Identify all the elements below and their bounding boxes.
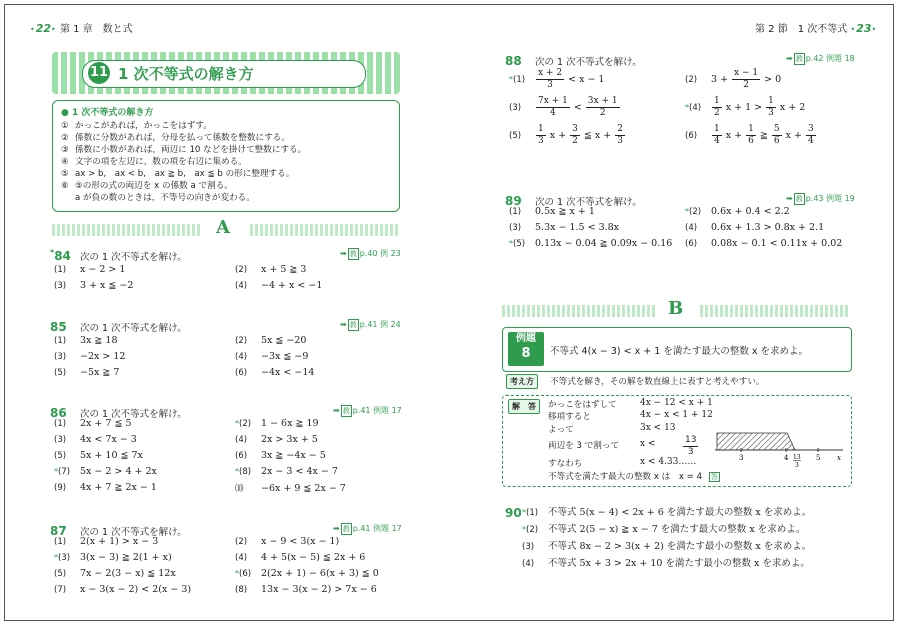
problem-item [685,206,790,217]
fraction-numerator: 7x + 1 [538,96,568,106]
problem-item [235,351,308,362]
item-label: (6) [235,368,248,378]
item-label: (2) [235,265,248,275]
item-expression: 4x + 7 ≧ 2x − 1 [80,482,157,493]
textbook-mark: 教 [342,407,350,415]
fraction [732,68,760,91]
star-mark: * [235,467,239,476]
item-expression: 5.3x − 1.5 < 3.8x [535,222,620,233]
item-label: *(3) [54,553,71,563]
fraction-denominator: 2 [743,80,749,90]
item-expression: 0.5x ≧ x + 1 [535,206,595,217]
fraction-numerator: 3x + 1 [587,96,618,106]
section-title: 1 次不等式の解き方 [118,65,254,83]
summary-line-text: 係数に分数があれば，分母を払って係数を整数にする。 [75,133,290,143]
star-mark: * [522,525,526,534]
summary-line [61,180,391,192]
item-label: (1) [54,336,67,346]
reference-text: p.41 例題 17 [352,406,402,415]
section-number: 11 [88,62,110,84]
star-mark: * [54,553,58,562]
summary-line-text: かっこがあれば，かっこをはずす。 [75,121,212,131]
solution-badge: 解 答 [508,399,540,414]
fraction-denominator: 3 [547,80,553,90]
item-label: (3) [54,435,67,445]
approach-badge: 考え方 [506,374,538,389]
summary-line-number: ② [61,133,69,143]
fraction-numerator: 1 [768,96,774,106]
star-mark: * [509,75,513,84]
item-expression: ≦ x + [580,130,615,141]
fraction [570,124,580,147]
star-mark: * [50,248,55,257]
approach-text: 不等式を解き，その解を数直線上に表すと考えやすい。 [550,377,765,387]
level-a-band-left [52,224,202,236]
solution-fraction [682,435,699,458]
item-expression: 2x − 3 < 4x − 7 [261,466,338,477]
item-label: *(6) [235,569,252,579]
problem-item [235,418,319,429]
item-label: *(2) [685,207,702,217]
solution-step-math: x < [640,439,656,449]
textbook-mark: 教 [342,525,350,533]
item-label: (5) [54,569,67,579]
problem-item [54,482,157,493]
item-expression: x + [782,130,805,141]
item-expression: x + 5 ≧ 3 [261,264,307,275]
star-mark: * [235,419,239,428]
item-expression: x + [546,130,570,141]
fraction [536,68,564,91]
problem-item [522,504,811,518]
problem-item [54,280,133,291]
problem-text: 次の 1 次不等式を解け。 [80,527,187,538]
item-expression: 7x − 2(3 − x) ≦ 12x [80,568,176,579]
item-label: (1) [54,537,67,547]
problem-item [54,367,119,378]
item-label: ⑽ [235,484,244,494]
fraction-numerator: x + 2 [538,68,563,78]
fraction-numerator: 5 [773,124,780,134]
fraction-denominator: 3 [538,136,544,146]
item-expression: 2x + 7 ≦ 5 [80,418,132,429]
fraction-numerator: 3 [807,124,814,134]
item-label: *(2) [522,525,539,535]
star-mark: * [522,508,526,517]
fraction-numerator: 1 [714,124,720,134]
solution-final [548,470,720,482]
item-label: (4) [685,223,698,233]
fraction-numerator: 1 [714,96,720,106]
textbook-reference: ➡ 教 p.41 例 24 [340,320,401,329]
solution-step-math: x < 4.33…… [640,457,697,467]
item-expression: 2(x + 1) > x − 3 [80,536,159,547]
problem-item [509,96,621,119]
solution-final-text: 不等式を満たす最大の整数 x は x = 4 [548,472,703,482]
problem-text: 次の 1 次不等式を解け。 [535,57,642,68]
item-label: (2) [235,537,248,547]
fraction-denominator: 6 [748,136,754,146]
item-label: (1) [54,419,67,429]
item-expression: 3 + [711,74,732,85]
item-expression: < x − 1 [565,74,605,85]
item-label: (8) [235,585,248,595]
problem-text: 次の 1 次不等式を解け。 [535,197,642,208]
item-label: (4) [235,352,248,362]
problem-item [509,206,595,217]
answer-mark: 答 [710,473,718,481]
item-expression: x − 9 < 3(x − 1) [261,536,340,547]
item-expression: −4 + x < −1 [261,280,323,291]
fraction [766,96,776,119]
problem-item [54,351,125,362]
problem-item [685,68,781,91]
summary-line-text: ax > b, ax < b, ax ≧ b, ax ≦ b の形に整理する。 [75,169,295,179]
item-expression: 不等式 8x − 2 > 3(x + 2) を満たす最小の整数 x を求めよ。 [548,541,812,552]
fraction-numerator: x − 1 [734,68,759,78]
item-label: (3) [509,223,522,233]
item-expression: 13x − 3(x − 2) > 7x − 6 [261,584,377,595]
solution-step-label: 移項すると [548,412,591,422]
item-label: *(4) [685,103,702,113]
fraction-denominator: 2 [599,108,606,118]
level-a-label: A [216,217,230,238]
item-label: (1) [54,265,67,275]
item-label: *(7) [54,467,71,477]
reference-text: p.41 例題 17 [352,524,402,533]
problem-item [54,584,191,595]
item-expression: 不等式 2(5 − x) ≧ x − 7 を満たす最大の整数 x を求めよ。 [548,524,806,535]
textbook-mark: 教 [795,55,803,63]
item-expression: x + [722,130,746,141]
item-label: (1) [509,207,522,217]
item-label: *(8) [235,467,252,477]
fraction-denominator: 6 [773,136,780,146]
fraction [536,124,546,147]
item-expression: 4 + 5(x − 5) ≦ 2x + 6 [261,552,366,563]
problem-text: 次の 1 次不等式を解け。 [80,252,187,263]
textbook-reference: ➡ 教 p.41 例題 17 [333,524,402,533]
problem-item [54,552,172,563]
summary-line [61,132,391,144]
fraction-denominator: 2 [572,136,578,146]
reference-text: p.43 例題 19 [805,194,855,203]
solution-frac-den: 3 [687,447,694,457]
textbook-mark: 教 [349,250,357,258]
fraction-numerator: 2 [617,124,623,134]
fraction [712,96,722,119]
fraction [806,124,816,147]
item-label: (4) [522,559,535,569]
level-b-band-right [700,305,850,317]
summary-line-number: ① [61,121,69,131]
item-label: (3) [522,542,535,552]
item-label: *(2) [235,419,252,429]
axis-x-label: x [837,454,841,462]
star-mark: * [54,467,58,476]
item-expression: 3x ≧ 18 [80,335,118,346]
problem-item [235,434,318,445]
problem-item [235,482,346,494]
item-expression: −6x + 9 ≦ 2x − 7 [261,483,346,494]
problem-item [509,124,626,147]
item-expression: 5x − 2 > 4 + 2x [80,466,157,477]
fraction [615,124,625,147]
item-label: (5) [54,451,67,461]
solution-frac-num: 13 [685,435,697,445]
problem-item [522,555,810,569]
item-expression: 4x < 7x − 3 [80,434,137,445]
summary-line-number: ④ [61,157,69,167]
problem-item [685,238,842,249]
tick-5: 5 [816,454,821,462]
item-label: (5) [54,368,67,378]
solution-step-label: 両辺を 3 で割って [548,441,620,451]
problem-item [509,68,604,91]
item-label: (3) [54,352,67,362]
item-expression: 0.13x − 0.04 ≧ 0.09x − 0.16 [535,238,673,249]
item-label: (6) [235,451,248,461]
right-page [450,0,900,627]
star-mark: * [685,207,689,216]
problem-text: 次の 1 次不等式を解け。 [80,323,187,334]
textbook-mark: 教 [349,321,357,329]
item-expression: 2(2x + 1) − 6(x + 3) ≦ 0 [261,568,379,579]
summary-heading: ● 1 次不等式の解き方 [61,108,154,118]
summary-line-text: ⑤の形の式の両辺を x の係数 a で割る。 [75,181,233,191]
problem-heading [50,316,187,335]
fraction-numerator: 1 [538,124,544,134]
item-expression: 0.08x − 0.1 < 0.11x + 0.02 [711,238,843,249]
fraction-numerator: 1 [748,124,754,134]
item-label: (2) [685,75,698,85]
solution-step-math: 4x − 12 < x + 1 [640,398,713,408]
problem-item [235,450,326,461]
right-header: 第 2 節 1 次不等式 •23• [755,22,878,35]
problem-item [54,434,137,445]
item-label: (4) [235,553,248,563]
level-b-band-left [502,305,657,317]
item-label: (4) [235,281,248,291]
problem-number: 90 [505,506,522,520]
item-label: (6) [685,239,698,249]
textbook-mark: 教 [795,195,803,203]
problem-item [54,450,143,461]
item-label: (7) [54,585,67,595]
problem-number: 86 [50,406,67,420]
item-expression: 不等式 5x + 3 > 2x + 10 を満たす最小の整数 x を求めよ。 [548,558,810,569]
summary-line-number: ③ [61,145,69,155]
fraction-denominator: 3 [617,136,623,146]
item-expression: x − 2 > 1 [80,264,126,275]
tick-4: 4 [784,454,789,462]
summary-line [61,156,391,168]
textbook-reference: ➡ 教 p.42 例題 18 [786,54,855,63]
fraction [772,124,782,147]
fraction [746,124,756,147]
page-number-right: 23 [856,22,872,35]
problem-number: 88 [505,54,522,68]
problem-item [235,536,339,547]
tick-13-num: 13 [793,454,801,461]
fraction-denominator: 4 [807,136,814,146]
star-mark: * [509,239,513,248]
item-label: (4) [235,435,248,445]
problem-number: 87 [50,524,67,538]
problem-item [235,280,322,291]
item-expression: x − 3(x − 2) < 2(x − 3) [80,584,192,595]
item-expression: 3 + x ≦ −2 [80,280,134,291]
problem-item [235,552,365,563]
problem-item [235,466,338,477]
solution-step-label: かっこをはずして [548,400,617,410]
item-expression: −3x ≦ −9 [261,351,309,362]
problem-item [235,367,314,378]
summary-line [61,192,391,204]
example-tag-label: 例題 [516,333,536,344]
item-expression: 2x > 3x + 5 [261,434,318,445]
summary-line-text: 文字の項を左辺に，数の項を右辺に集める。 [75,157,247,167]
reference-text: p.42 例題 18 [805,54,855,63]
star-mark: * [685,103,689,112]
fraction-denominator: 3 [768,108,774,118]
item-label: (3) [54,281,67,291]
item-label: (6) [685,131,698,141]
textbook-reference: ➡ 教 p.40 例 23 [340,249,401,258]
problem-item [685,222,824,233]
problem-item [54,418,132,429]
item-expression: 3x ≧ −4x − 5 [261,450,326,461]
problem-item [54,264,125,275]
problem-item [235,335,306,346]
solution-step-math: 4x − x < 1 + 12 [640,410,713,420]
item-label: (5) [509,131,522,141]
level-b-label: B [668,298,684,319]
item-expression: −5x ≧ 7 [80,367,120,378]
item-expression: ≧ [756,130,771,141]
problem-item [54,568,176,579]
tick-3: 3 [739,454,744,462]
problem-number: 85 [50,320,67,334]
summary-line-text: 係数に小数があれば，両辺に 10 などを掛けて整数にする。 [75,145,307,155]
problem-item [685,124,817,147]
problem-item [509,222,619,233]
tick-13-den: 3 [795,462,799,469]
textbook-reference: ➡ 教 p.41 例題 17 [333,406,402,415]
example-text: 不等式 4(x − 3) < x + 1 を満たす最大の整数 x を求めよ。 [550,346,808,357]
problem-item [54,466,157,477]
example-tag-number: 8 [521,346,531,361]
problem-heading [50,245,187,264]
summary-line [61,120,391,132]
summary-line-number: ⑤ [61,169,69,179]
item-expression: 5x ≦ −20 [261,335,307,346]
item-expression: x + 1 > [722,102,766,113]
item-expression: 5x + 10 ≦ 7x [80,450,143,461]
item-label: *(1) [522,508,539,518]
level-a-band-right [250,224,400,236]
star-mark: * [235,569,239,578]
summary-box [52,100,400,212]
page-number-left: 22 [35,22,52,35]
problem-item [235,584,377,595]
problem-item [235,568,379,579]
section-header: 第 2 節 1 次不等式 [755,24,848,35]
item-expression: 1 − 6x ≧ 19 [261,418,319,429]
problem-text: 次の 1 次不等式を解け。 [80,409,187,420]
summary-line-number: ⑥ [61,181,69,191]
item-expression: −4x < −14 [261,367,315,378]
solution-step-label: すなわち [548,459,583,469]
problem-number: 89 [505,194,522,208]
summary-line-text: a が負の数のときは，不等号の向きが変わる。 [75,193,255,203]
fraction [536,96,570,119]
item-expression: x + 2 [776,102,806,113]
fraction-denominator: 4 [550,108,556,118]
fraction-denominator: 4 [714,136,720,146]
fraction [586,96,620,119]
solution-region [717,433,795,450]
item-expression: 0.6x + 0.4 < 2.2 [711,206,790,217]
problem-item [509,238,672,249]
item-label: *(1) [509,75,526,85]
problem-item [522,538,811,552]
item-label: (2) [235,336,248,346]
textbook-reference: ➡ 教 p.43 例題 19 [786,194,855,203]
item-label: (9) [54,483,67,493]
left-header: •22• 第 1 章 数と式 [30,22,133,35]
problem-item [54,536,158,547]
fraction-denominator: 2 [714,108,720,118]
item-label: *(5) [509,239,526,249]
problem-item [54,335,118,346]
problem-item [235,264,306,275]
item-expression: −2x > 12 [80,351,126,362]
problem-number: *84 [50,248,71,263]
item-expression: > 0 [761,74,782,85]
fraction [712,124,722,147]
problem-item [685,96,805,119]
item-label: (3) [509,103,522,113]
problem-heading [505,50,642,69]
fraction-numerator: 3 [572,124,578,134]
number-line [715,425,850,470]
summary-line [61,168,391,180]
chapter-title: 第 1 章 数と式 [59,24,133,35]
reference-text: p.41 例 24 [359,320,401,329]
solution-step-label: よって [548,425,574,435]
solution-step-math: 3x < 13 [640,423,676,433]
reference-text: p.40 例 23 [359,249,401,258]
example-tag [508,332,544,366]
problem-item [522,521,805,535]
item-expression: < [570,102,585,113]
summary-line [61,144,391,156]
item-expression: 3(x − 3) ≧ 2(1 + x) [80,552,172,563]
item-expression: 0.6x + 1.3 > 0.8x + 2.1 [711,222,825,233]
item-expression: 不等式 5(x − 4) < 2x + 6 を満たす最大の整数 x を求めよ。 [548,507,812,518]
